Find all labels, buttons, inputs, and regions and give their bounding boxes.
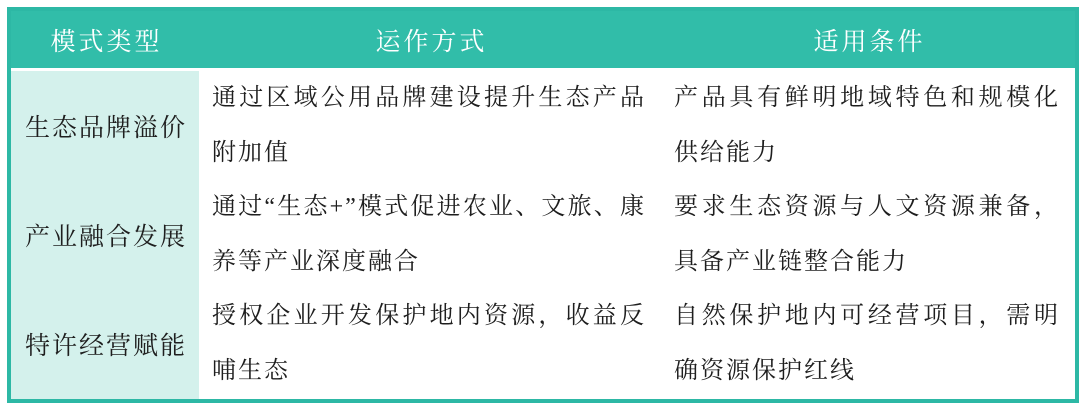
cell-operation-method: [199, 290, 661, 399]
table-row: [11, 71, 1075, 180]
column-header-mode-type: 模式类型: [50, 28, 163, 56]
cell-mode-name: 特许经营赋能: [11, 290, 199, 399]
cell-operation-text: 通过区域公用品牌建设提升生态产品附加值: [212, 84, 646, 166]
cell-operation-method: [199, 180, 661, 289]
cell-mode-name: 生态品牌溢价: [11, 71, 199, 180]
cell-applicable-conditions: [661, 180, 1075, 289]
cell-operation-text: 授权企业开发保护地内资源，收益反哺生态: [212, 303, 646, 385]
table-header-row: [11, 11, 1075, 68]
cell-mode-name: 产业融合发展: [11, 180, 199, 289]
cell-operation-method: [199, 71, 661, 180]
cell-conditions-text: 产品具有鲜明地域特色和规模化供给能力: [674, 84, 1060, 166]
table-row: [11, 290, 1075, 399]
cell-applicable-conditions: [661, 71, 1075, 180]
cell-conditions-text: 自然保护地内可经营项目，需明确资源保护红线: [674, 303, 1060, 385]
eco-modes-table: [7, 7, 1079, 403]
cell-applicable-conditions: [661, 290, 1075, 399]
cell-conditions-text: 要求生态资源与人文资源兼备，具备产业链整合能力: [674, 194, 1060, 275]
column-header-applicable-conditions: 适用条件: [813, 28, 926, 56]
column-header-operation-method: 运作方式: [375, 28, 488, 56]
cell-operation-text: 通过“生态+”模式促进农业、文旅、康养等产业深度融合: [212, 194, 646, 275]
table-body: [11, 71, 1075, 399]
table-row: [11, 180, 1075, 289]
